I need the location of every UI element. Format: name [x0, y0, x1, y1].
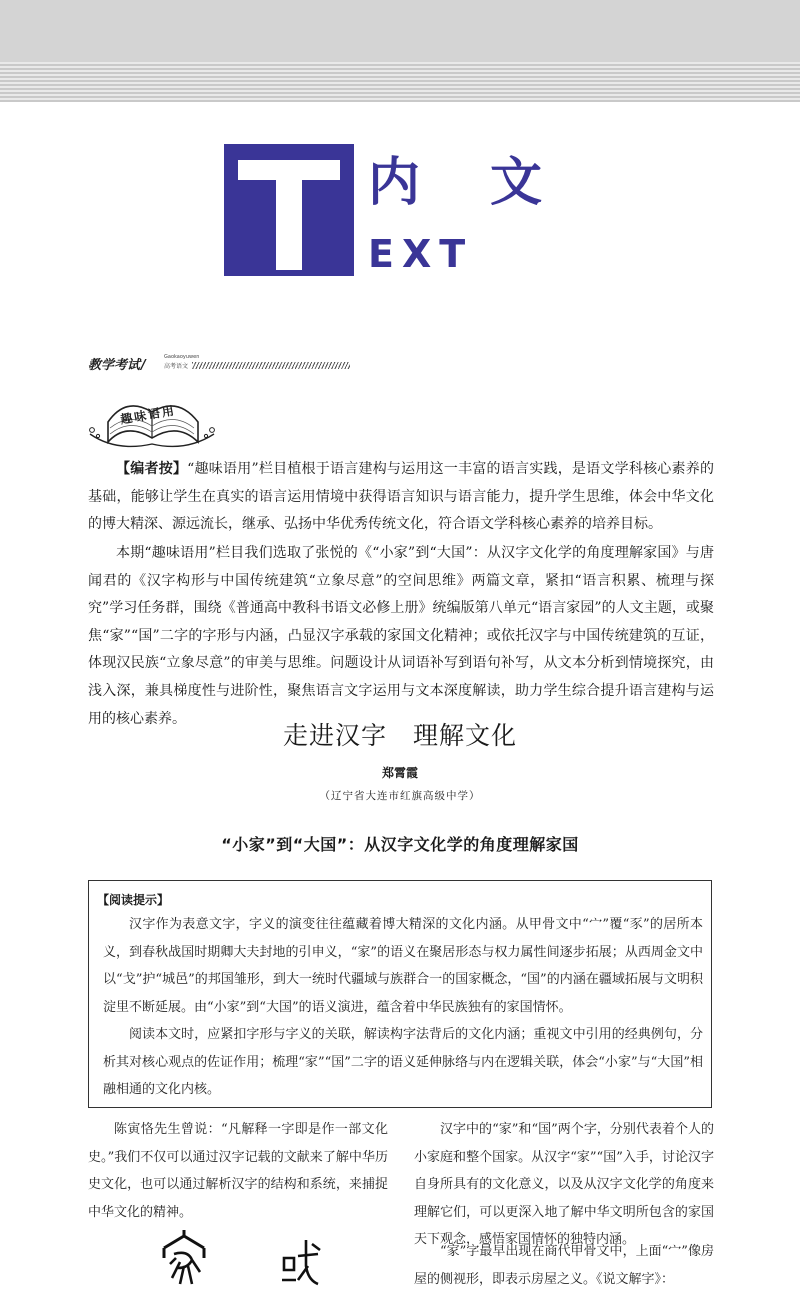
column-tag-hatch — [192, 362, 350, 369]
article-affiliation: （辽宁省大连市红旗高级中学） — [319, 790, 481, 802]
body-left-paragraph: 陈寅恪先生曾说：“凡解释一字即是作一部文化史。”我们不仅可以通过汉字记载的文献来了解中华历史文化，也可以通过解析汉字的结构和系统，来捕捉中华文化的精神。 — [88, 1122, 388, 1220]
body-right-paragraph-2: “家”字最早出现在商代甲骨文中，上面“宀”像房屋的侧视形，即表示房屋之义。《说文解字》： — [414, 1244, 714, 1287]
reading-tips-heading: 【阅读提示】 — [97, 893, 170, 907]
editor-note-text: “趣味语用”栏目植根于语言建构与运用这一丰富的语言实践，是语文学科核心素养的基础，能够让学生在真实的语言运用情境中获得语言知识与语言能力，提升学生思维，体会中华文化的博大精深、源远流长，继承、弘扬中华优秀传统文化，符合语文学科核心素养的培养目标。 — [88, 461, 715, 533]
section-title-en: EXT — [368, 232, 474, 276]
fun-usage-badge — [86, 392, 218, 456]
editor-note — [88, 456, 714, 539]
column-tag-pinyin: Gaokaoyuwen — [164, 354, 200, 360]
letter-t-crossbar — [238, 160, 340, 180]
article-author: 郑霄霞 — [381, 766, 418, 780]
letter-t-stem — [276, 180, 302, 270]
oracle-bone-jia-glyph — [158, 1228, 210, 1288]
article-title: 走进汉字 理解文化 — [282, 721, 517, 750]
reading-tips-paragraph-1: 汉字作为表意文字，字义的演变往往蕴藏着博大精深的文化内涵。从甲骨文中“宀”覆“豕”的居所本义，到春秋战国时期卿大夫封地的引申义，“家”的语义在聚居形态与权力属性间逐步拓展；从西周金文中以“戈”护“城邑”的邦国雏形，到大一统时代疆域与族群合一的国家概念，“国”的内涵在疆域拓展与文明积淀里不断延展。由“小家”到“大国”的语义演进，蕴含着中华民族独有的家国情怀。 — [103, 917, 703, 1015]
bronze-guo-glyph — [278, 1236, 324, 1288]
column-tag-sub: 高考语文 — [164, 363, 189, 370]
big-letter-block — [224, 144, 354, 276]
article-subtitle: “小家”到“大国”：从汉字文化学的角度理解家国 — [221, 835, 579, 854]
body-right-paragraph-1: 汉字中的“家”和“国”两个字，分别代表着个人的小家庭和整个国家。从汉字“家”“国”入手，讨论汉字自身所具有的文化意义，以及从汉字文化学的角度来理解它们，可以更深入地了解中华文明所包含的家国天下观念，感悟家国情怀的独特内涵。 — [414, 1122, 714, 1247]
badge-label: 趣味语用 — [119, 403, 177, 427]
column-tag — [88, 354, 264, 372]
reading-tips-box — [88, 880, 712, 1108]
top-band-stripes — [0, 62, 800, 102]
open-book-icon — [86, 392, 218, 456]
intro-paragraph: 本期“趣味语用”栏目我们选取了张悦的《“小家”到“大国”：从汉字文化学的角度理解家国》与唐闻君的《汉字构形与中国传统建筑“立象尽意”的空间思维》两篇文章，紧扣“语言积累、梳理与探究”学习任务群，围绕《普通高中教科书语文必修上册》统编版第八单元“语言家园”的人文主题，或聚焦“家”“国”二字的字形与内涵，凸显汉字承载的家国文化精神；或依托汉字与中国传统建筑的互证，体现汉民族“立象尽意”的审美与思维。问题设计从词语补写到语句补写，从文本分析到情境探究，由浅入深，兼具梯度性与进阶性，聚焦语言文字运用与文本深度解读，助力学生综合提升语言建构与运用的核心素养。 — [88, 545, 714, 727]
top-gray-band — [0, 0, 800, 102]
reading-tips-paragraph-2: 阅读本文时，应紧扣字形与字义的关联，解读构字法背后的文化内涵；重视文中引用的经典例句，分析其对核心观点的佐证作用；梳理“家”“国”二字的语义延伸脉络与内在逻辑关联，体会“小家”与“大国”相融相通的文化内核。 — [103, 1027, 703, 1097]
column-tag-slash: / — [141, 358, 146, 373]
section-title-cn: 内文 — [368, 153, 613, 213]
editor-note-lead: 【编者按】 — [116, 461, 188, 477]
column-tag-main: 教学考试 — [88, 358, 141, 373]
